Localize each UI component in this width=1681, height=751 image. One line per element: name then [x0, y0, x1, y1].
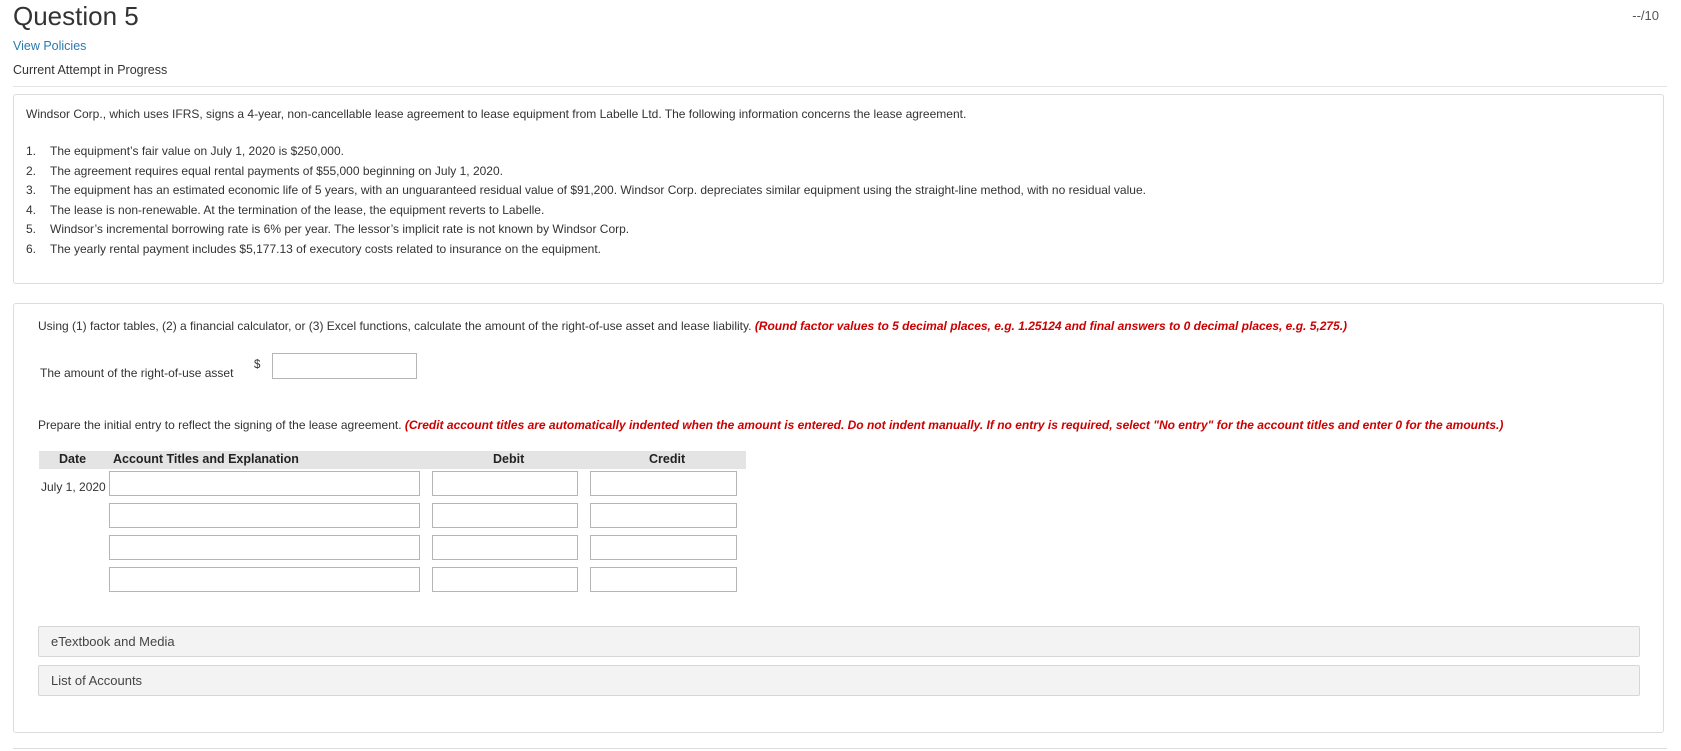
currency-symbol: $	[254, 359, 261, 371]
column-header-date: Date	[59, 452, 87, 466]
credit-input[interactable]	[590, 567, 737, 592]
column-header-credit: Credit	[649, 452, 686, 466]
bottom-divider	[13, 748, 1667, 749]
part-a-rounding-note: (Round factor values to 5 decimal places, e.g. 1.25124 and final answers to 0 decimal places, e.g. 5,275.)	[754, 319, 1348, 333]
account-title-input[interactable]	[109, 535, 420, 560]
facts-list	[26, 142, 1146, 259]
debit-input[interactable]	[432, 535, 578, 560]
debit-input[interactable]	[432, 471, 578, 496]
attempt-status: Current Attempt in Progress	[13, 63, 168, 77]
account-title-input[interactable]	[109, 567, 420, 592]
rou-asset-label: The amount of the right-of-use asset	[40, 366, 234, 380]
problem-statement-box	[13, 94, 1664, 284]
debit-input[interactable]	[432, 567, 578, 592]
part-b-entry-note: (Credit account titles are automatically indented when the amount is entered. Do not indent manually. If no entry is required, select "No entry" for the account titles and enter 0 for the amounts.)	[404, 418, 1504, 432]
account-title-input[interactable]	[109, 503, 420, 528]
debit-input[interactable]	[432, 503, 578, 528]
fact-item: 5. Windsor’s incremental borrowing rate is 6% per year. The lessor’s implicit rate is not known by Windsor Corp.	[26, 222, 630, 236]
credit-input[interactable]	[590, 471, 737, 496]
rou-asset-input[interactable]	[272, 353, 417, 379]
part-b-instruction: Prepare the initial entry to reflect the signing of the lease agreement. (Credit account titles are automatically indented when the amount is entered. Do not indent manually. If no entry is required, select "No entry" for the account titles and enter 0 for the amounts.)	[38, 418, 1504, 432]
account-title-input[interactable]	[109, 471, 420, 496]
entry-date: July 1, 2020	[41, 480, 106, 494]
score-display: --/10	[1632, 8, 1659, 23]
fact-item: 3. The equipment has an estimated economic life of 5 years, with an unguaranteed residual value of $91,200. Windsor Corp. depreciates similar equipment using the straight-line method, with no residual value.	[26, 183, 1146, 197]
fact-item: 2. The agreement requires equal rental payments of $55,000 beginning on July 1, 2020.	[26, 163, 503, 178]
fact-item: 1. The equipment’s fair value on July 1, 2020 is $250,000.	[26, 144, 344, 158]
etextbook-media-button[interactable]: eTextbook and Media	[38, 626, 1640, 657]
fact-item: 6. The yearly rental payment includes $5,177.13 of executory costs related to insurance on the equipment.	[26, 241, 601, 256]
column-header-debit: Debit	[493, 452, 525, 466]
column-header-account: Account Titles and Explanation	[113, 452, 299, 466]
journal-entry-header	[39, 451, 746, 469]
problem-intro: Windsor Corp., which uses IFRS, signs a 4-year, non-cancellable lease agreement to lease equipment from Labelle Ltd. The following information concerns the lease agreement.	[26, 107, 967, 121]
list-of-accounts-button[interactable]: List of Accounts	[38, 665, 1640, 696]
view-policies-link[interactable]: View Policies	[13, 39, 87, 53]
part-a-instruction: Using (1) factor tables, (2) a financial calculator, or (3) Excel functions, calculate the amount of the right-of-use asset and lease liability. (Round factor values to 5 decimal places, e.g. 1.25124 and final answers to 0 decimal places, e.g. 5,275.)	[38, 319, 1348, 333]
answer-work-box	[13, 303, 1664, 733]
credit-input[interactable]	[590, 535, 737, 560]
question-title: Question 5	[13, 1, 139, 31]
credit-input[interactable]	[590, 503, 737, 528]
header-divider	[13, 86, 1667, 87]
fact-item: 4. The lease is non-renewable. At the termination of the lease, the equipment reverts to Labelle.	[26, 202, 545, 217]
